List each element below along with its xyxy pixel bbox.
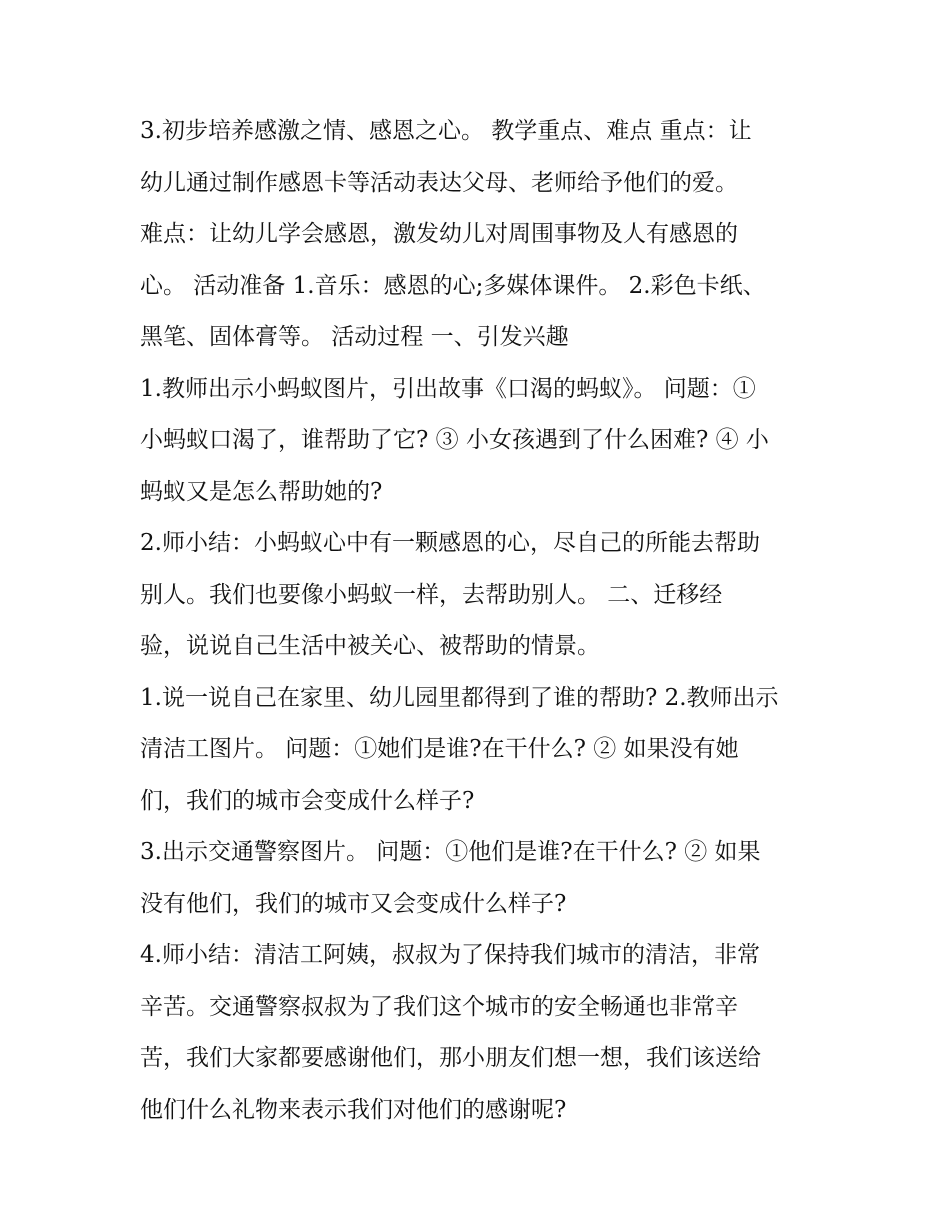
text-line: 4.师小结：清洁工阿姨，叔叔为了保持我们城市的清洁，非常 bbox=[140, 942, 760, 968]
text-line: 黑笔、固体膏等。 活动过程 一、引发兴趣 bbox=[140, 324, 569, 350]
text-line: 验，说说自己生活中被关心、被帮助的情景。 bbox=[140, 633, 600, 659]
text-line: 3.初步培养感激之情、感恩之心。 教学重点、难点 重点：让 bbox=[140, 118, 752, 144]
text-line: 蚂蚁又是怎么帮助她的? bbox=[140, 478, 383, 505]
text-line: 小蚂蚁口渴了，谁帮助了它? ③ 小女孩遇到了什么困难? ④ 小 bbox=[140, 427, 769, 453]
text-line: 清洁工图片。 问题：①她们是谁?在干什么? ② 如果没有她 bbox=[140, 736, 739, 762]
text-line: 难点：让幼儿学会感恩，激发幼儿对周围事物及人有感恩的 bbox=[140, 221, 738, 247]
text-line: 苦，我们大家都要感谢他们，那小朋友们想一想，我们该送给 bbox=[140, 1045, 761, 1071]
text-line: 心。 活动准备 1.音乐：感恩的心;多媒体课件。 2.彩色卡纸、 bbox=[140, 272, 766, 299]
text-line: 2.师小结：小蚂蚁心中有一颗感恩的心，尽自己的所能去帮助 bbox=[140, 530, 760, 556]
text-line: 辛苦。交通警察叔叔为了我们这个城市的安全畅通也非常辛 bbox=[140, 993, 738, 1020]
body-text bbox=[140, 106, 830, 1136]
text-line: 他们什么礼物来表示我们对他们的感谢呢? bbox=[140, 1096, 567, 1123]
text-line: 们，我们的城市会变成什么样子? bbox=[140, 787, 475, 814]
text-line: 没有他们，我们的城市又会变成什么样子? bbox=[140, 890, 567, 917]
text-line: 1.教师出示小蚂蚁图片，引出故事《口渴的蚂蚁》。 问题：① bbox=[140, 375, 756, 402]
text-line: 别人。我们也要像小蚂蚁一样，去帮助别人。 二、迁移经 bbox=[140, 581, 723, 608]
text-line: 幼儿通过制作感恩卡等活动表达父母、老师给予他们的爱。 bbox=[140, 169, 738, 196]
text-line: 1.说一说自己在家里、幼儿园里都得到了谁的帮助? 2.教师出示 bbox=[140, 684, 779, 711]
text-line: 3.出示交通警察图片。 问题：①他们是谁?在干什么? ② 如果 bbox=[140, 839, 761, 865]
